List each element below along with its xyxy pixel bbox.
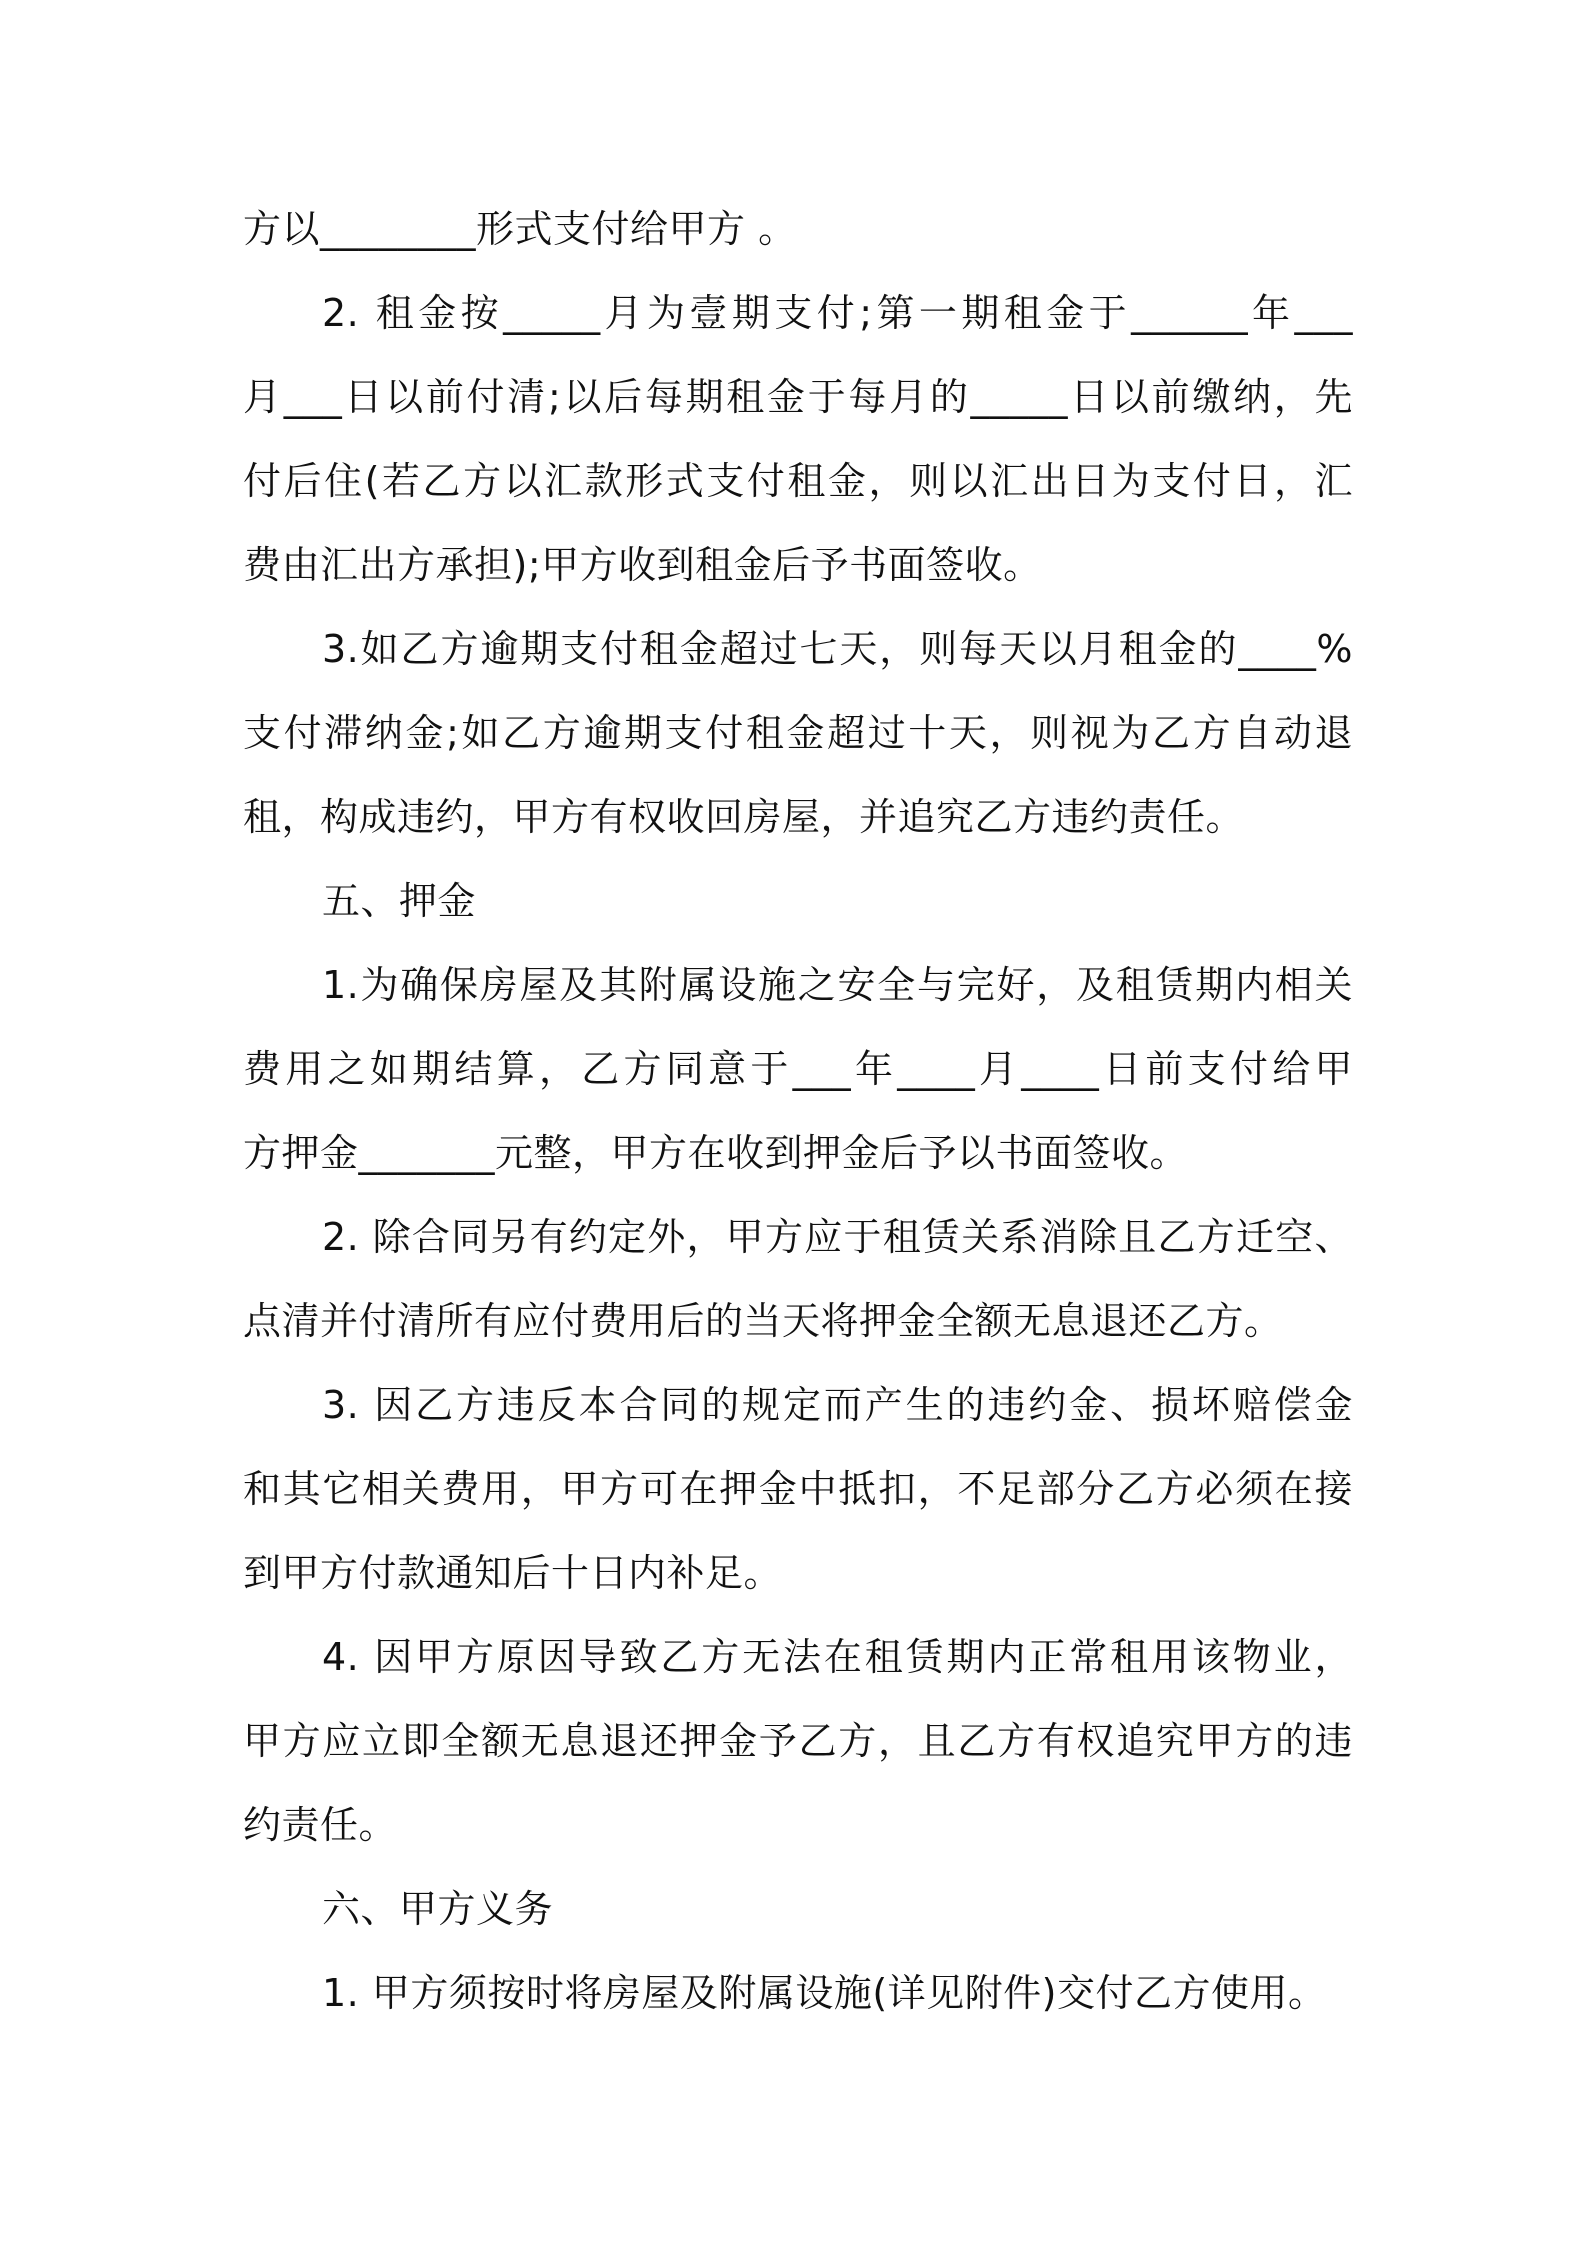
text-line: 月___日以前付清;以后每期租金于每月的_____日以前缴纳，先 [243, 375, 1353, 419]
text-line: 和其它相关费用，甲方可在押金中抵扣，不足部分乙方必须在接 [243, 1467, 1353, 1511]
text-line: 租，构成违约，甲方有权收回房屋，并追究乙方违约责任。 [243, 795, 1245, 839]
text-line: 4. 因甲方原因导致乙方无法在租赁期内正常租用该物业， [322, 1635, 1353, 1679]
text-line: 1. 甲方须按时将房屋及附属设施(详见附件)交付乙方使用。 [322, 1971, 1327, 2015]
text-line: 约责任。 [243, 1803, 398, 1847]
section-heading: 五、押金 [322, 879, 477, 923]
text-line: 支付滞纳金;如乙方逾期支付租金超过十天，则视为乙方自动退 [243, 711, 1353, 755]
text-line: 方以________形式支付给甲方 。 [243, 207, 797, 251]
text-line: 费由汇出方承担);甲方收到租金后予书面签收。 [243, 543, 1042, 587]
text-line: 3.如乙方逾期支付租金超过七天，则每天以月租金的____% [322, 627, 1353, 671]
text-line: 2. 租金按_____月为壹期支付;第一期租金于______年___ [322, 291, 1353, 335]
text-line: 方押金_______元整，甲方在收到押金后予以书面签收。 [243, 1131, 1189, 1175]
text-line: 3. 因乙方违反本合同的规定而产生的违约金、损坏赔偿金 [322, 1383, 1353, 1427]
text-line: 2. 除合同另有约定外，甲方应于租赁关系消除且乙方迁空、 [322, 1215, 1353, 1259]
text-line: 费用之如期结算，乙方同意于___年____月____日前支付给甲 [243, 1047, 1353, 1091]
text-line: 付后住(若乙方以汇款形式支付租金，则以汇出日为支付日，汇 [243, 459, 1353, 503]
text-line: 1.为确保房屋及其附属设施之安全与完好，及租赁期内相关 [322, 963, 1353, 1007]
text-line: 甲方应立即全额无息退还押金予乙方，且乙方有权追究甲方的违 [243, 1719, 1353, 1763]
text-line: 到甲方付款通知后十日内补足。 [243, 1551, 783, 1595]
section-heading: 六、甲方义务 [322, 1887, 554, 1931]
text-line: 点清并付清所有应付费用后的当天将押金全额无息退还乙方。 [243, 1299, 1283, 1343]
